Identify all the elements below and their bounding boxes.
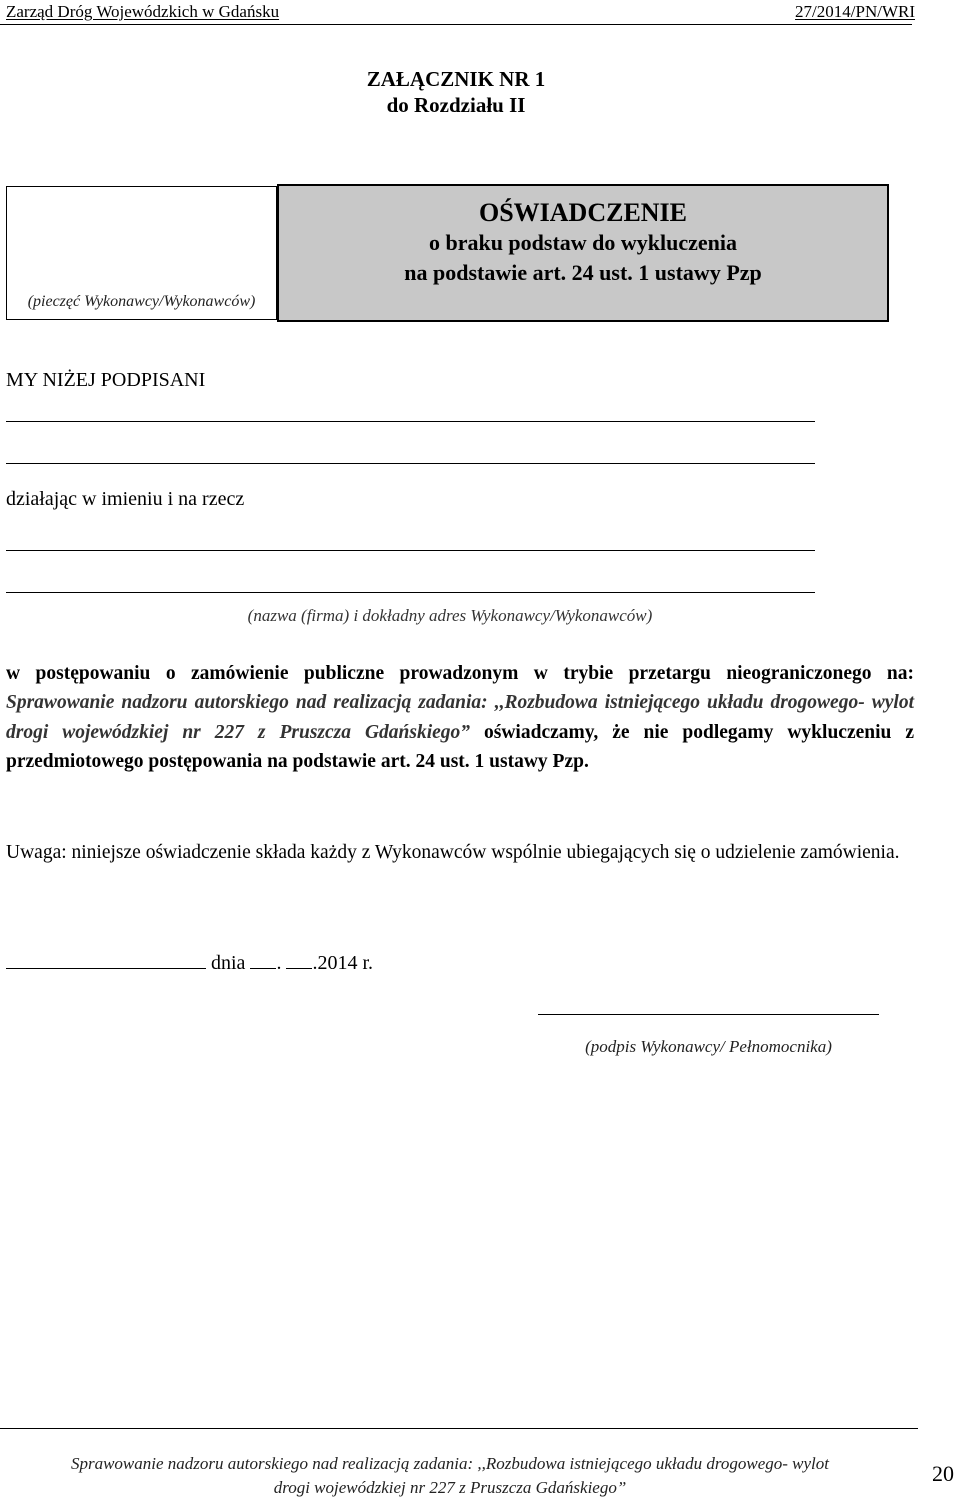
place-fill-line[interactable] [6, 950, 206, 969]
signature-line[interactable] [538, 1014, 879, 1015]
stamp-box [6, 186, 277, 320]
statement-part-2: oświadczamy, że nie podlegamy wykluczeniu z przedmiotowego postępowania na podstawie art. 24 ust. 1 ustawy Pzp. [6, 721, 914, 772]
day-fill-line[interactable] [250, 950, 276, 969]
statement-part-1: w postępowaniu o zamówienie publiczne prowadzonym w trybie przetargu nieograniczonego na: [6, 663, 914, 684]
month-fill-line[interactable] [286, 950, 312, 969]
date-separator: . [276, 952, 282, 974]
statement-title: OŚWIADCZENIE [478, 198, 688, 227]
footer-task-name [0, 1452, 900, 1500]
footer-line-1: Sprawowanie nadzoru autorskiego nad realizacją zadania: ,,Rozbudowa istniejącego układu drogowego- wylot [70, 1454, 830, 1473]
annex-number: ZAŁĄCZNIK NR 1 [366, 67, 546, 91]
date-row [6, 950, 373, 975]
annex-chapter: do Rozdziału II [386, 93, 526, 117]
signed-label: MY NIŻEJ PODPISANI [6, 369, 206, 391]
page-number: 20 [932, 1461, 954, 1486]
joint-bidders-note: Uwaga: niniejsze oświadczenie składa każdy z Wykonawców wspólnie ubiegających się o udzielenie zamówienia. [6, 842, 900, 863]
footer-line-2: drogi wojewódzkiej nr 227 z Pruszcza Gdańskiego” [273, 1478, 627, 1497]
firm-fill-line-1[interactable] [6, 550, 815, 551]
firm-fill-line-2[interactable] [6, 592, 815, 593]
statement-body [6, 659, 914, 776]
header-organization: Zarząd Dróg Wojewódzkich w Gdańsku [6, 2, 280, 21]
header-divider [0, 24, 912, 25]
date-label: dnia [211, 952, 246, 974]
stamp-label: (pieczęć Wykonawcy/Wykonawców) [27, 293, 256, 310]
signed-fill-line-2[interactable] [6, 463, 815, 464]
statement-subtitle-1: o braku podstaw do wykluczenia [428, 230, 738, 255]
header-reference-number: 27/2014/PN/WRI [795, 2, 915, 21]
statement-task-name: Sprawowanie nadzoru autorskiego nad realizacją zadania: ,,Rozbudowa istniejącego układu drogowego- wylot drogi wojewódzkiej nr 227 z Pruszcza Gdańskiego” [6, 692, 914, 743]
firm-caption: (nazwa (firma) i dokładny adres Wykonawcy/Wykonawców) [247, 606, 653, 625]
statement-title-box [277, 184, 889, 322]
date-year: .2014 r. [312, 952, 373, 974]
signed-fill-line-1[interactable] [6, 421, 815, 422]
acting-label: działając w imieniu i na rzecz [6, 488, 245, 510]
footer-divider [0, 1428, 918, 1429]
statement-subtitle-2: na podstawie art. 24 ust. 1 ustawy Pzp [404, 260, 762, 285]
signature-label: (podpis Wykonawcy/ Pełnomocnika) [585, 1037, 832, 1056]
